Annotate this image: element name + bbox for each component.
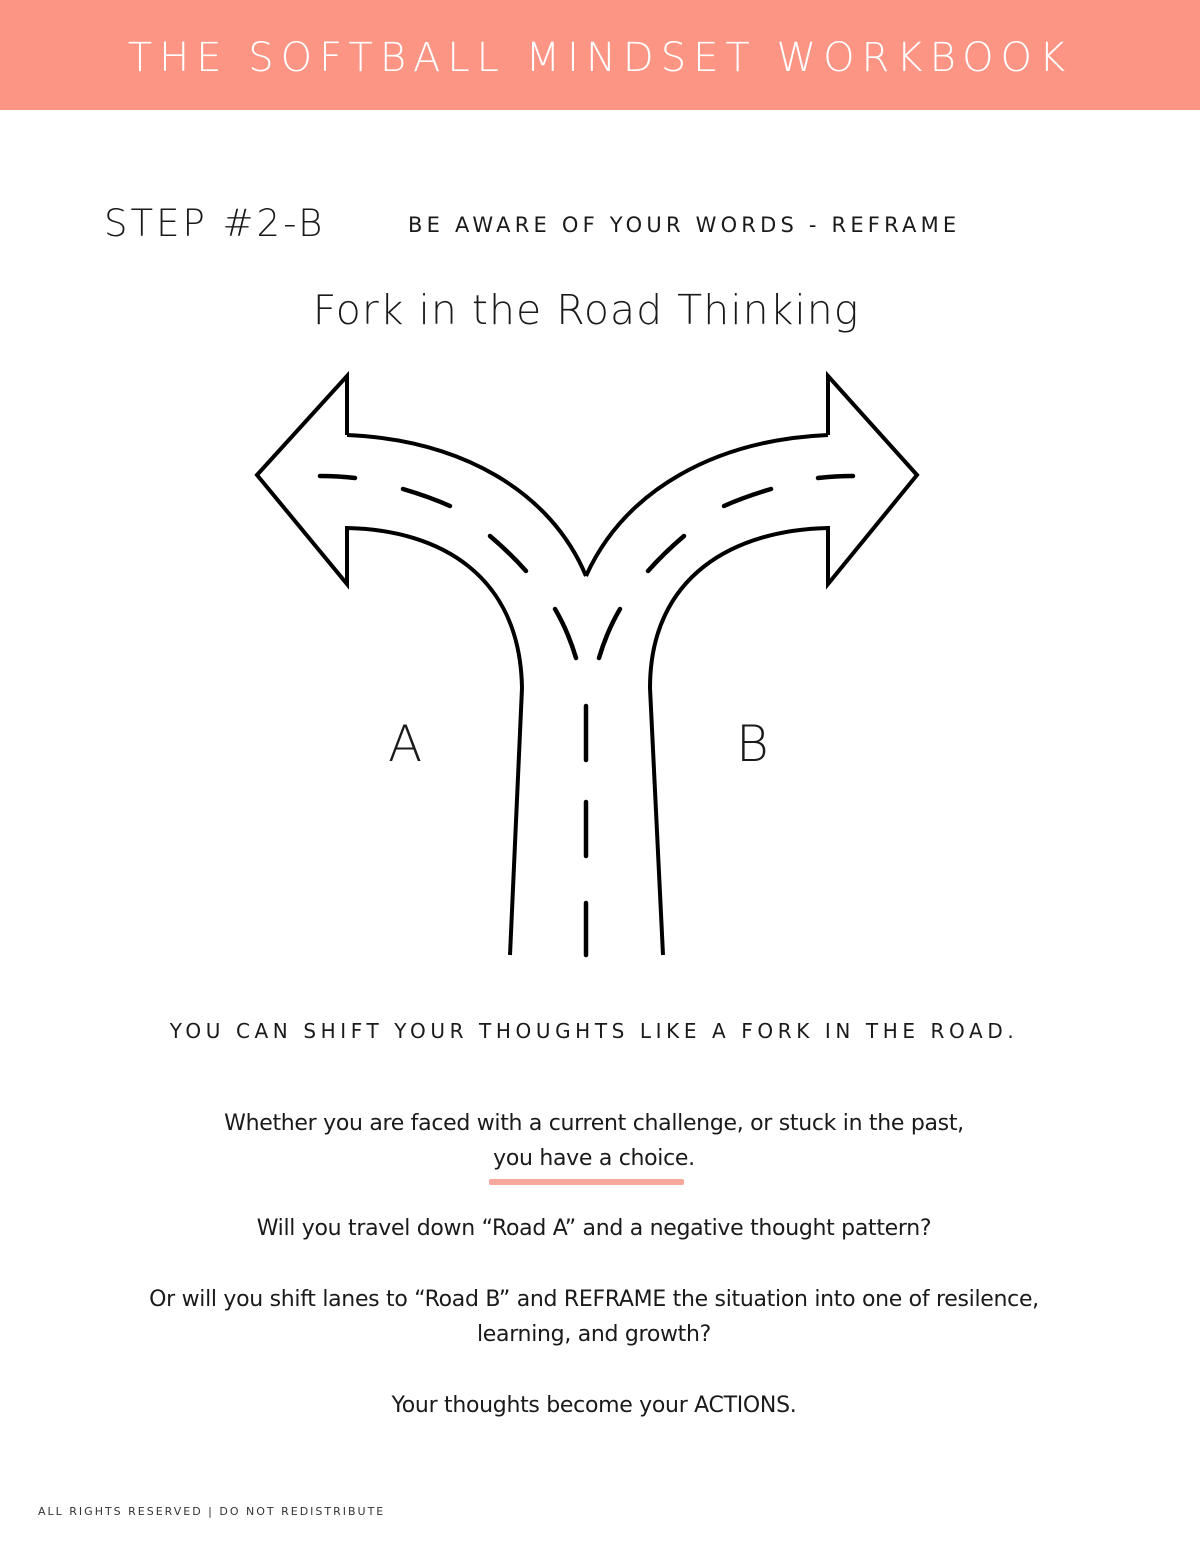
road-b-label: B: [736, 715, 769, 773]
right-arrow-outline: [650, 376, 917, 955]
choice-underline: [489, 1179, 684, 1185]
left-inner-curve: [347, 435, 586, 576]
choice-line-2: you have a choice.: [493, 1146, 695, 1171]
right-inner-curve: [586, 435, 828, 576]
choice-line-1: Whether you are faced with a current challenge, or stuck in the past,: [224, 1111, 964, 1136]
left-arrow-outline: [257, 376, 522, 955]
road-b-line-1: Or will you shift lanes to “Road B” and REFRAME the situation into one of resilence,: [149, 1287, 1039, 1312]
choice-paragraph: [0, 1106, 1188, 1176]
footer-rights: ALL RIGHTS RESERVED | DO NOT REDISTRIBUTE: [38, 1505, 386, 1518]
step-label: STEP #2-B: [104, 202, 326, 245]
road-b-question: [0, 1282, 1188, 1352]
closing-statement: Your thoughts become your ACTIONS.: [391, 1393, 797, 1418]
workbook-title: THE SOFTBALL MINDSET WORKBOOK: [127, 35, 1073, 81]
diagram-title: Fork in the Road Thinking: [312, 286, 860, 334]
step-subtitle: BE AWARE OF YOUR WORDS - REFRAME: [408, 213, 961, 237]
road-a-label: A: [388, 715, 423, 773]
road-b-line-2: learning, and growth?: [476, 1322, 712, 1347]
road-a-question: Will you travel down “Road A” and a negative thought pattern?: [256, 1216, 932, 1241]
tagline: YOU CAN SHIFT YOUR THOUGHTS LIKE A FORK IN THE ROAD.: [169, 1019, 1019, 1043]
